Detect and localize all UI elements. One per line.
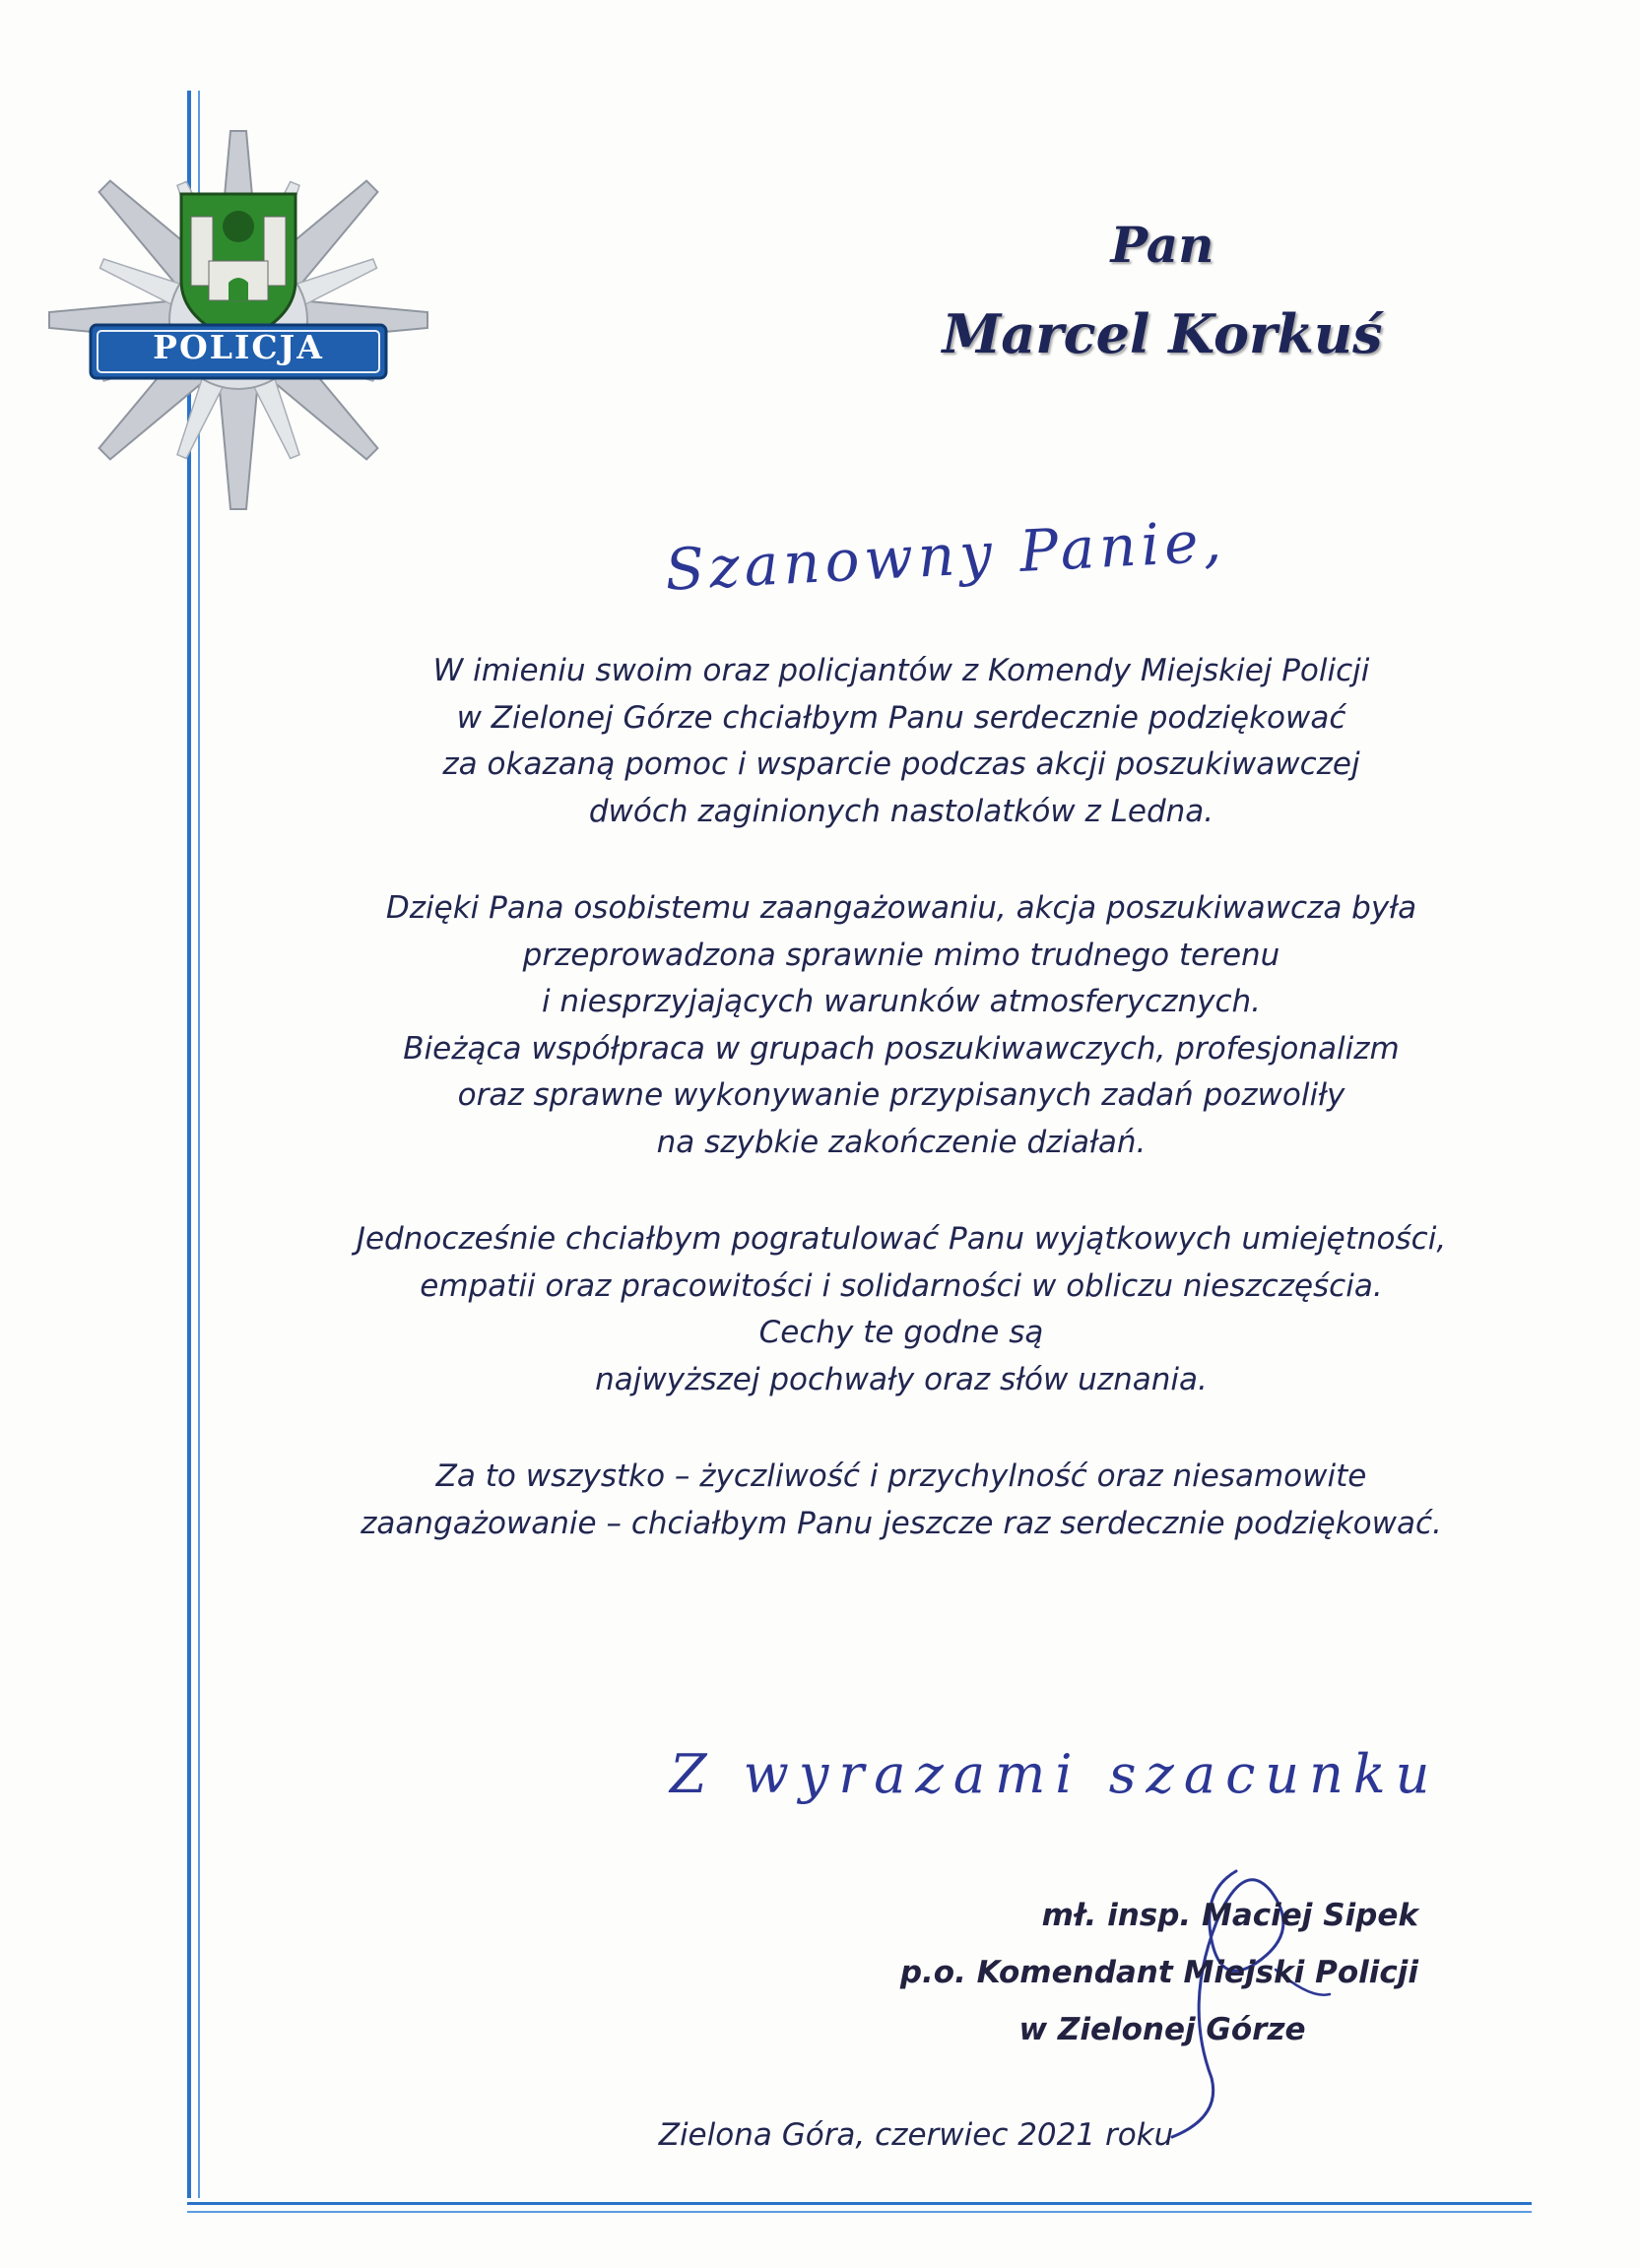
- frame-bottom-line: [187, 2202, 1532, 2205]
- signatory-position: p.o. Komendant Miejski Policji: [899, 1955, 1418, 1990]
- body-line: i niesprzyjających warunków atmosferycznych.: [541, 984, 1262, 1019]
- body-line: oraz sprawne wykonywanie przypisanych zadań pozwoliły: [457, 1077, 1345, 1113]
- body-line: dwóch zaginionych nastolatków z Ledna.: [588, 793, 1214, 829]
- addressee-title: Pan: [1110, 216, 1214, 274]
- paragraph-2: [325, 885, 1477, 1166]
- body-line: w Zielonej Górze chciałbym Panu serdecznie podziękować: [456, 699, 1346, 736]
- place-and-date: Zielona Góra, czerwiec 2021 roku: [658, 2117, 1174, 2153]
- addressee: [867, 212, 1458, 389]
- signatory-location: w Zielonej Górze: [1018, 2012, 1306, 2047]
- addressee-name: Marcel Korkuś: [942, 302, 1383, 365]
- signatory-rank-name: mł. insp. Maciej Sipek: [1041, 1898, 1418, 1933]
- paragraph-1: [325, 648, 1477, 835]
- badge-text: POLICJA: [153, 328, 324, 366]
- body-line: empatii oraz pracowitości i solidarności w obliczu nieszczęścia.: [420, 1267, 1383, 1304]
- body-line: Dzięki Pana osobistemu zaangażowaniu, akcja poszukiwawcza była: [385, 890, 1417, 926]
- signatory-block: [827, 1887, 1418, 2058]
- body-line: przeprowadzona sprawnie mimo trudnego terenu: [522, 937, 1280, 973]
- handwritten-closing: Z wyrazami szacunku: [670, 1743, 1440, 1805]
- body-line: zaangażowanie – chciałbym Panu jeszcze raz serdecznie podziękować.: [361, 1505, 1442, 1541]
- handwritten-greeting: Szanowny Panie,: [663, 507, 1228, 604]
- body-line: za okazaną pomoc i wsparcie podczas akcji poszukiwawczej: [442, 746, 1360, 782]
- body-line: na szybkie zakończenie działań.: [656, 1124, 1147, 1160]
- body-line: Jednocześnie chciałbym pogratulować Panu wyjątkowych umiejętności,: [356, 1221, 1447, 1257]
- body-line: Za to wszystko – życzliwość i przychylność oraz niesamowite: [435, 1458, 1367, 1494]
- letter-body: [325, 648, 1477, 1547]
- body-line: W imieniu swoim oraz policjantów z Komendy Miejskiej Policji: [432, 653, 1370, 688]
- body-line: najwyższej pochwały oraz słów uznania.: [595, 1361, 1208, 1397]
- police-star-logo: [41, 123, 435, 517]
- paragraph-3: [325, 1216, 1477, 1403]
- body-line: Bieżąca współpraca w grupach poszukiwawczych, profesjonalizm: [403, 1030, 1400, 1067]
- body-line: Cechy te godne są: [758, 1315, 1044, 1350]
- paragraph-4: [325, 1454, 1477, 1547]
- frame-bottom-line-inner: [187, 2211, 1532, 2213]
